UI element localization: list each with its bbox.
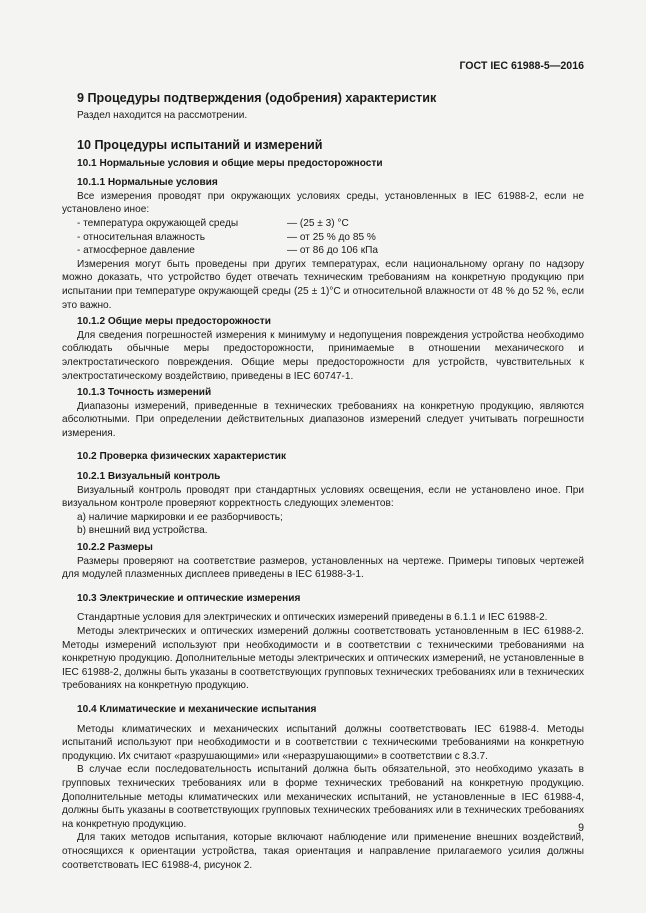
section-10-1-2-text: Для сведения погрешностей измерения к минимуму и недопущения повреждения устройства необходимо соблюдать обычные меры предосторожности, принимаемые в отношении механического и электростатического повреждения. Общие меры предосторожности для устройств, чувствительных к электростатическому воздействию, приведены в IEC 60747-1. (62, 329, 584, 382)
section-10-3-p2: Методы электрических и оптических измерений должны соответствовать установленным в IEC 61988-2. Методы измерений используют при необходимости и в соответствии с техническими требованиями на конкретную продукцию. Дополнительные методы электрических и оптических измерений, не установленные в IEC 61988-2, должны быть указаны в соответствующих групповых технических требованиях или в технических требованиях на конкретную продукцию. (62, 626, 584, 692)
section-10-1-1-title: 10.1.1 Нормальные условия (77, 177, 218, 189)
section-10-2-title: 10.2 Проверка физических характеристик (77, 451, 287, 463)
section-10-4-p2: В случае если последовательность испытаний должна быть обязательной, это необходимо указать в групповых технических требованиях или в форме технических требований на конкретную продукцию. Дополнительные методы климатических или механических испытаний, не установленные в IEC 61988-4, должны быть указаны в соответствующих групповых технических требованиях или в технических требованиях на конкретную продукцию. (62, 764, 584, 830)
section-9-title: 9 Процедуры подтверждения (одобрения) характеристик (77, 91, 437, 105)
section-10-4-p1: Методы климатических и механических испытаний должны соответствовать IEC 61988-4. Методы испытаний используют при необходимости и в соответствии с техническими требованиями на конкретную продукцию. Их считают «разрушающими» или «неразрушающими» в соответствии с 8.3.7. (62, 723, 584, 762)
page-number: 9 (578, 822, 584, 835)
condition-name: - атмосферное давление (77, 245, 195, 257)
section-10-4-title: 10.4 Климатические и механические испытания (77, 703, 317, 715)
section-10-3-p1: Стандартные условия для электрических и оптических измерений приведены в 6.1.1 и IEC 61988-2. (77, 612, 548, 624)
section-10-3-title: 10.3 Электрические и оптические измерения (77, 592, 301, 604)
section-10-2-1-text: Визуальный контроль проводят при стандартных условиях освещения, если не установлено иное. При визуальном контроле проверяют корректность следующих элементов: (62, 484, 584, 510)
section-9-text: Раздел находится на рассмотрении. (77, 110, 248, 121)
section-10-2-1-title: 10.2.1 Визуальный контроль (77, 471, 221, 483)
section-10-1-title: 10.1 Нормальные условия и общие меры предосторожности (77, 157, 383, 169)
section-10-1-2-title: 10.1.2 Общие меры предосторожности (77, 316, 271, 328)
condition-name: - температура окружающей среды (77, 217, 239, 229)
list-item: а) наличие маркировки и ее разборчивость; (77, 511, 283, 523)
condition-row (77, 217, 584, 231)
condition-row (77, 231, 584, 245)
section-10-1-3-text: Диапазоны измерений, приведенные в технических требованиях на конкретную продукцию, являются абсолютными. При определении действительных диапазонов измерений следует учитывать погрешности измерения. (62, 400, 584, 439)
section-10-2-2-text: Размеры проверяют на соответствие размеров, установленных на чертеже. Примеры типовых чертежей для модулей плазменных дисплеев приведены в IEC 61988-3-1. (62, 555, 584, 581)
section-10-1-1-intro: Все измерения проводят при окружающих условиях среды, установленных в IEC 61988-2, если не установлено иное: (62, 190, 584, 216)
section-10-4-p3: Для таких методов испытания, которые включают наблюдение или применение внешних воздействий, относящихся к ориентации устройства, такая ориентация и направление прилагаемого усилия должны соответствовать IEC 61988-4, рисунок 2. (62, 832, 584, 871)
condition-name: - относительная влажность (77, 231, 205, 243)
section-10-1-1-text: Измерения могут быть проведены при других температурах, если национальному органу по надзору можно доказать, что устройство будет отвечать техническим требованиям на конкретную продукцию при испытании при температуре окружающей среды (25 ± 1)°C и относительной влажности от 48 % до 52 %, если это важно. (62, 258, 584, 311)
condition-value: — (25 ± 3) °C (287, 217, 349, 229)
standard-header: ГОСТ IEC 61988-5—2016 (459, 60, 584, 72)
section-10-2-2-title: 10.2.2 Размеры (77, 542, 153, 554)
condition-value: — от 25 % до 85 % (287, 231, 376, 243)
condition-row (77, 244, 584, 258)
condition-value: — от 86 до 106 кПа (287, 245, 378, 257)
section-10-1-3-title: 10.1.3 Точность измерений (77, 387, 212, 399)
list-item: b) внешний вид устройства. (77, 525, 208, 537)
section-10-title: 10 Процедуры испытаний и измерений (77, 137, 323, 152)
